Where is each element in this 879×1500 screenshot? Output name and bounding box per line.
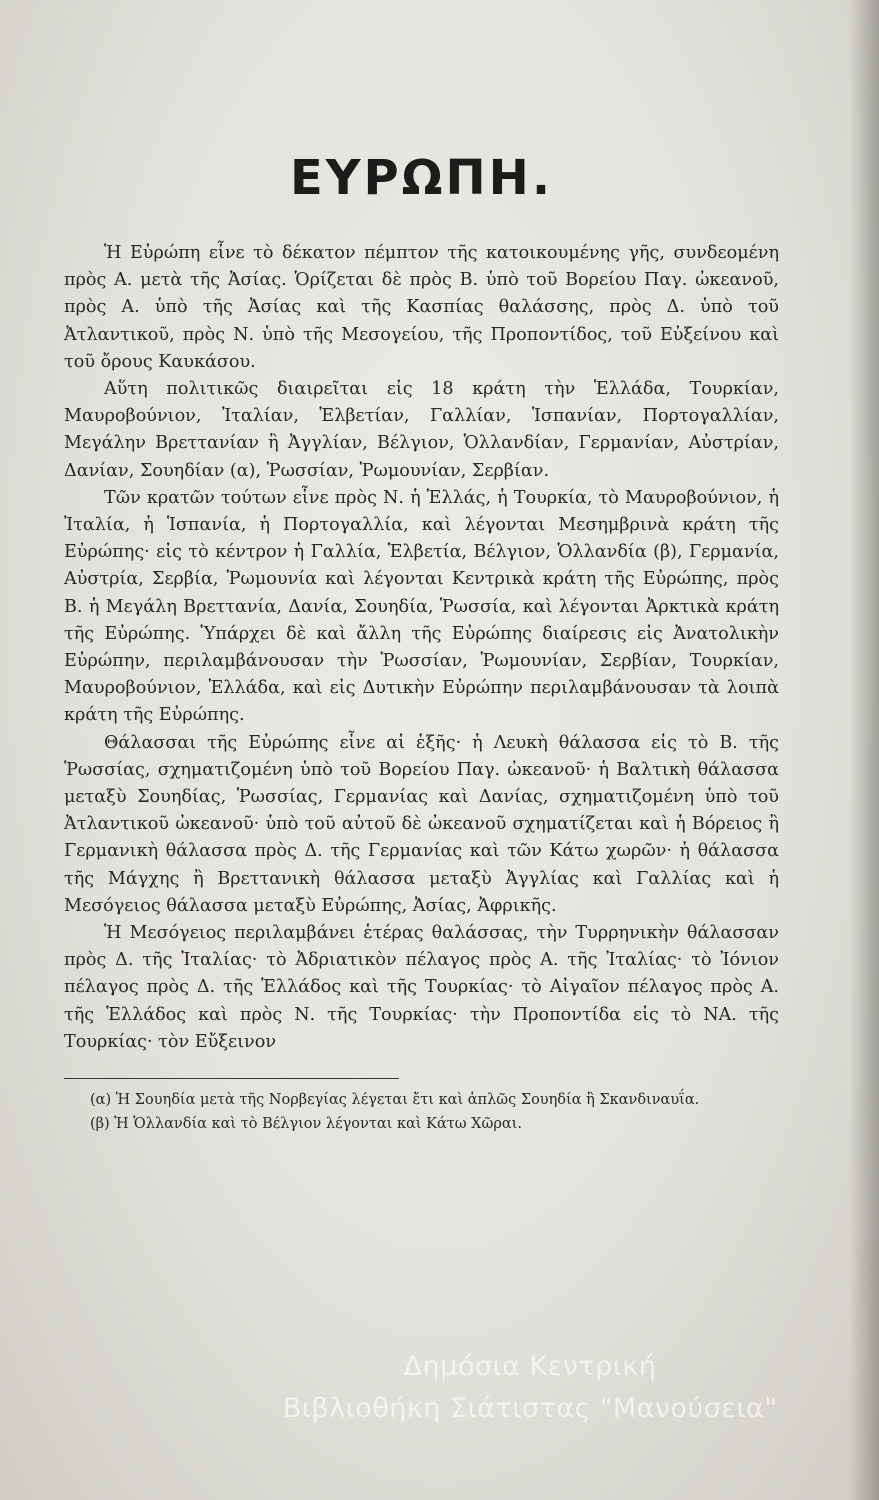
library-watermark [200,1346,860,1430]
paragraph-regions: Τῶν κρατῶν τούτων εἶνε πρὸς Ν. ἡ Ἑλλάς, ἡ Τουρκία, τὸ Μαυροβούνιον, ἡ Ἰταλία, ἡ Ἱσπανία, ἡ Πορτογαλλία, καὶ λέγονται Μεσημβρινὰ κράτη τῆς Εὐρώπης· εἰς τὸ κέντρον ἡ Γαλλία, Ἑλβετία, Βέλγιον, Ὁλλανδία (β), Γερμανία, Αὐστρία, Σερβία, Ῥωμουνία καὶ λέγονται Κεντρικὰ κράτη τῆς Εὐρώπης, πρὸς Β. ἡ Μεγάλη Βρεττανία, Δανία, Σουηδία, Ῥωσσία, καὶ λέγονται Ἀρκτικὰ κράτη τῆς Εὐρώπης. Ὑπάρχει δὲ καὶ ἄλλη τῆς Εὐρώπης διαίρεσις εἰς Ἀνατολικὴν Εὐρώπην, περιλαμβάνουσαν τὴν Ῥωσσίαν, Ῥωμουνίαν, Σερβίαν, Τουρκίαν, Μαυροβούνιον, Ἑλλάδα, καὶ εἰς Δυτικὴν Εὐρώπην περιλαμβάνουσαν τὰ λοιπὰ κράτη τῆς Εὐρώπης. [64,487,779,726]
footnote-a: (α) Ἡ Σουηδία μετὰ τῆς Νορβεγίας λέγεται ἔτι καὶ ἁπλῶς Σουηδία ἢ Σκανδιναυΐα. [90,1092,700,1109]
paragraph-borders: Ἡ Εὐρώπη εἶνε τὸ δέκατον πέμπτον τῆς κατοικουμένης γῆς, συνδεομένη πρὸς Α. μετὰ τῆς Ἀσίας. Ὁρίζεται δὲ πρὸς Β. ὑπὸ τοῦ Βορείου Παγ. ὠκεανοῦ, πρὸς Α. ὑπὸ τῆς Ἀσίας καὶ τῆς Κασπίας θαλάσσης, πρὸς Δ. ὑπὸ τοῦ Ἀτλαντικοῦ, πρὸς Ν. ὑπὸ τῆς Μεσογείου, τῆς Προποντίδος, τοῦ Εὐξείνου καὶ τοῦ ὄρους Καυκάσου. [64,243,779,372]
watermark-line-2: Βιβλιοθήκη Σιάτιστας "Μανούσεια" [282,1393,778,1424]
paragraph-states: Αὕτη πολιτικῶς διαιρεῖται εἰς 18 κράτη τὴν Ἑλλάδα, Τουρκίαν, Μαυροβούνιον, Ἰταλίαν, Ἑλβετίαν, Γαλλίαν, Ἱσπανίαν, Πορτογαλλίαν, Μεγάλην Βρεττανίαν ἢ Ἀγγλίαν, Βέλγιον, Ὁλλανδίαν, Γερμανίαν, Αὐστρίαν, Δανίαν, Σουηδίαν (α), Ῥωσσίαν, Ῥωμουνίαν, Σερβίαν. [64,379,779,481]
page-title: ΕΥΡΩΠΗ. [289,150,554,206]
footnote-divider [64,1078,399,1079]
paragraph-mediterranean: Ἡ Μεσόγειος περιλαμβάνει ἑτέρας θαλάσσας, τὴν Τυρρηνικὴν θάλασσαν πρὸς Δ. τῆς Ἰταλίας· τὸ Ἀδριατικὸν πέλαγος πρὸς Α. τῆς Ἰταλίας· τὸ Ἰόνιον πέλαγος πρὸς Δ. τῆς Ἑλλάδος καὶ τῆς Τουρκίας· τὸ Αἰγαῖον πέλαγος πρὸς Α. τῆς Ἑλλάδος καὶ πρὸς Ν. τῆς Τουρκίας· τὴν Προποντίδα εἰς τὸ ΝΑ. τῆς Τουρκίας· τὸν Εὔξεινον [64,923,779,1052]
footnote-b: (β) Ἡ Ὁλλανδία καὶ τὸ Βέλγιον λέγονται καὶ Κάτω Χῶραι. [90,1116,522,1133]
page-edge-shadow [849,0,879,1500]
page-content [64,150,779,1137]
watermark-line-1: Δημόσια Κεντρική [403,1351,657,1382]
paragraph-seas: Θάλασσαι τῆς Εὐρώπης εἶνε αἱ ἑξῆς· ἡ Λευκὴ θάλασσα εἰς τὸ Β. τῆς Ῥωσσίας, σχηματιζομένη ὑπὸ τοῦ Βορείου Παγ. ὠκεανοῦ· ἡ Βαλτικὴ θάλασσα μεταξὺ Σουηδίας, Ῥωσσίας, Γερμανίας καὶ Δανίας, σχηματιζομένη ὑπὸ τοῦ Ἀτλαντικοῦ ὠκεανοῦ· ὑπὸ τοῦ αὐτοῦ δὲ ὠκεανοῦ σχηματίζεται καὶ ἡ Βόρειος ἢ Γερμανικὴ θάλασσα πρὸς Δ. τῆς Γερμανίας καὶ τῶν Κάτω χωρῶν· ἡ θάλασσα τῆς Μάγχης ἢ Βρεττανικὴ θάλασσα μεταξὺ Ἀγγλίας καὶ Γαλλίας καὶ ἡ Μεσόγειος θάλασσα μεταξὺ Εὐρώπης, Ἀσίας, Ἀφρικῆς. [64,732,779,916]
